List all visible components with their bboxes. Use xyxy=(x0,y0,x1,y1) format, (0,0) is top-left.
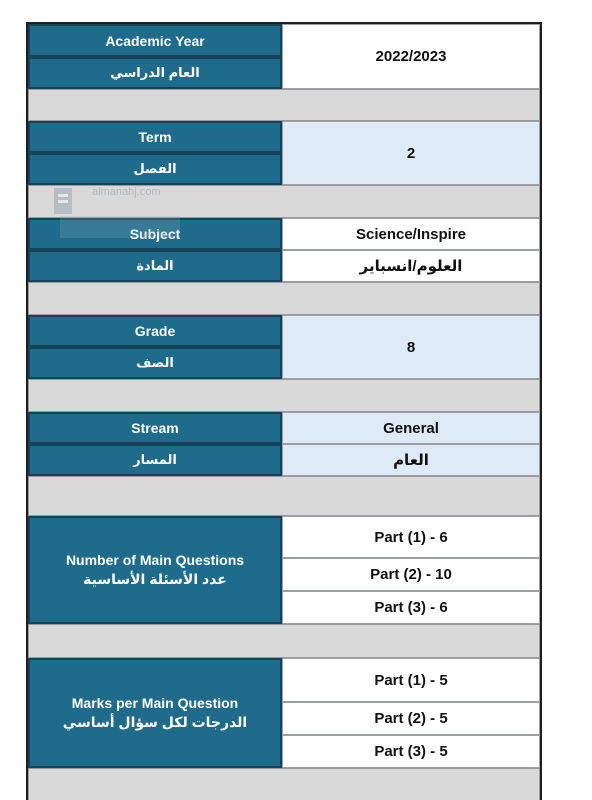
separator-row xyxy=(28,185,540,218)
term-label-ar: الفصل xyxy=(28,153,282,185)
separator-row xyxy=(28,282,540,315)
subject-value-ar: العلوم/انسباير xyxy=(282,250,540,282)
main-questions-label-ar: عدد الأسئلة الأساسية xyxy=(83,571,227,587)
separator-row xyxy=(28,89,540,121)
separator-row xyxy=(28,379,540,412)
subject-value-en: Science/Inspire xyxy=(282,218,540,250)
grade-value: 8 xyxy=(282,315,540,379)
subject-label-en: Subject xyxy=(28,218,282,250)
main-questions-part-3: Part (3) - 6 xyxy=(282,591,540,624)
main-questions-part-1: Part (1) - 6 xyxy=(282,516,540,558)
marks-part-3: Part (3) - 5 xyxy=(282,735,540,768)
main-questions-label xyxy=(28,516,282,624)
marks-label-en: Marks per Main Question xyxy=(71,695,239,712)
separator-row xyxy=(28,476,540,516)
marks-part-1: Part (1) - 5 xyxy=(282,658,540,702)
watermark-text: almanahj.com xyxy=(92,186,161,198)
marks-label xyxy=(28,658,282,768)
term-value: 2 xyxy=(282,121,540,185)
stream-label-ar: المسار xyxy=(28,444,282,476)
stream-value-en: General xyxy=(282,412,540,444)
academic-year-value: 2022/2023 xyxy=(282,24,540,89)
stream-value-ar: العام xyxy=(282,444,540,476)
main-questions-part-2: Part (2) - 10 xyxy=(282,558,540,591)
marks-label-ar: الدرجات لكل سؤال أساسي xyxy=(62,714,248,730)
grade-label-ar: الصف xyxy=(28,347,282,379)
academic-year-label-ar: العام الدراسي xyxy=(28,57,282,89)
main-questions-label-en: Number of Main Questions xyxy=(65,552,245,569)
subject-label-ar: المادة xyxy=(28,250,282,282)
separator-row xyxy=(28,624,540,658)
stream-label-en: Stream xyxy=(28,412,282,444)
grade-label-en: Grade xyxy=(28,315,282,347)
marks-part-2: Part (2) - 5 xyxy=(282,702,540,735)
term-label-en: Term xyxy=(28,121,282,153)
separator-row xyxy=(28,768,540,800)
exam-info-table xyxy=(26,22,542,800)
academic-year-label-en: Academic Year xyxy=(28,24,282,57)
